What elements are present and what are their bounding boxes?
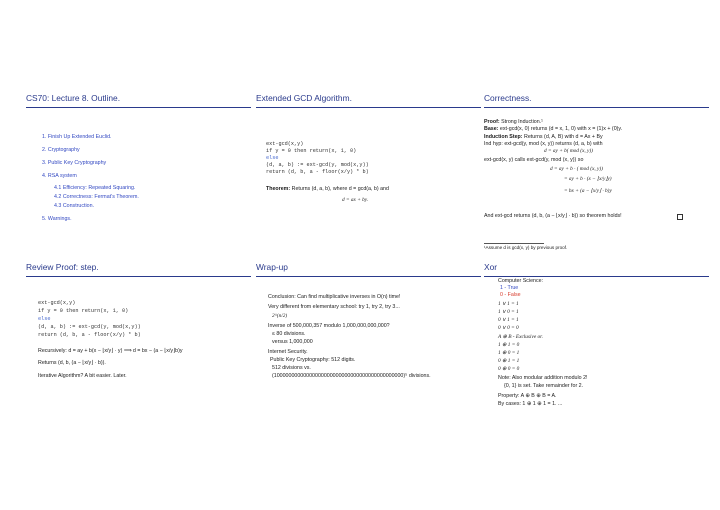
slide-outline [26, 93, 251, 253]
code-line: (d, a, b) := ext-gcd(y, mod(x,y)) [266, 162, 369, 168]
theorem: Theorem: Returns (d, a, b), where d = gcd(a, b) and [266, 186, 389, 192]
base-line: Base: ext-gcd(x, 0) returns (d = x, 1, 0) with x = (1)x + (0)y. [484, 126, 623, 132]
calls-line: ext-gcd(x, y) calls ext-gcd(y, mod (x, y)) so [484, 157, 584, 163]
outline-subitem: 4.2 Correctness: Fermat’s Theorem. [54, 194, 139, 200]
recursive-line: Recursively: d = ay + b(x − ⌊x/y⌋ · y) ⟹ d = bx − (a − ⌊x/y⌋b)y [38, 348, 183, 354]
outline-item: 2. Cryptography [42, 147, 80, 153]
text-line: 512 divisions vs. [272, 365, 311, 371]
title-rule [256, 107, 481, 108]
outline-item: 3. Public Key Cryptography [42, 160, 107, 166]
or-row: 0 ∨ 0 = 0 [498, 325, 519, 331]
code-line: if y = 0 then return(x, 1, 0) [38, 308, 129, 314]
text-line: Internet Security. [268, 349, 308, 355]
note-line: {0, 1} is set. Take remainder for 2. [504, 383, 584, 389]
hypothesis-line: Ind hyp: ext-gcd(y, mod (x, y)) returns (d, a, b) with [484, 141, 603, 147]
text-line: Inverse of 500,000,357 modulo 1,000,000,000,000? [268, 323, 390, 329]
outline-item: 5. Warnings. [42, 216, 72, 222]
title-rule [484, 107, 709, 108]
title-rule [26, 276, 251, 277]
xor-row: 0 ⊕ 1 = 1 [498, 358, 520, 364]
text-line: Computer Science: [498, 278, 544, 284]
slide-title: Review Proof: step. [26, 262, 99, 272]
text-line: ≤ 80 divisions. [272, 331, 306, 337]
code-line: ext-gcd(x,y) [266, 141, 304, 147]
xor-row: 1 ⊕ 0 = 1 [498, 350, 520, 356]
slide-title: Wrap-up [256, 262, 288, 272]
slide-xor [484, 262, 709, 422]
text-line: 2^(n/2) [272, 313, 288, 319]
equation-3: = bx + (a − ⌊x/y⌋ · b)y [564, 188, 612, 194]
xor-label: A ⊕ B - Exclusive or. [498, 334, 543, 340]
slide-wrap-up [256, 262, 481, 422]
slide-title: Correctness. [484, 93, 532, 103]
outline-subitem: 4.1 Efficiency: Repeated Squaring. [54, 185, 136, 191]
text-line: versus 1,000,000 [272, 339, 313, 345]
code-line: else [38, 316, 51, 322]
title-rule [484, 276, 709, 277]
text-line: Public Key Cryptography: 512 digits. [270, 357, 356, 363]
or-row: 1 ∨ 1 = 1 [498, 301, 519, 307]
true-line: 1 - True [500, 285, 519, 291]
or-row: 0 ∨ 1 = 1 [498, 317, 519, 323]
footnote-rule [484, 243, 544, 244]
code-line: return (d, b, a - floor(x/y) * b) [38, 332, 141, 338]
slide-title: Xor [484, 262, 498, 272]
equation-2: = ay + b · (x − ⌊x/y⌋y) [564, 176, 612, 182]
theorem-equation: d = ax + by. [342, 197, 369, 203]
conclusion-line: And ext-gcd returns (d, b, (a − ⌊x/y⌋ · b)) so theorem holds! [484, 213, 622, 219]
slide-title: CS70: Lecture 8. Outline. [26, 93, 121, 103]
text-line: Very different from elementary school: try 1, try 2, try 3... [268, 304, 400, 310]
code-line: ext-gcd(x,y) [38, 300, 76, 306]
title-rule [26, 107, 251, 108]
slide-title: Extended GCD Algorithm. [256, 93, 352, 103]
code-line: else [266, 155, 279, 161]
title-rule [256, 276, 481, 277]
note-line: Note: Also modular addition modulo 2! [498, 375, 588, 381]
xor-row: 0 ⊕ 0 = 0 [498, 366, 520, 372]
text-line: (10000000000000000000000000000000000000000000)⁵ divisions. [272, 373, 431, 379]
outline-subitem: 4.3 Construction. [54, 203, 95, 209]
false-line: 0 - False [500, 292, 521, 298]
iterative-line: Iterative Algorithm? A bit easier. Later. [38, 373, 127, 379]
text-line: Conclusion: Can find multiplicative inverses in O(n) time! [268, 294, 401, 300]
qed-icon [677, 214, 683, 220]
code-line: return (d, b, a - floor(x/y) * b) [266, 169, 369, 175]
or-row: 1 ∨ 0 = 1 [498, 309, 519, 315]
slide-review-proof [26, 262, 251, 422]
slide-correctness [484, 93, 709, 253]
outline-item: 4. RSA system [42, 173, 77, 179]
property-line: Property: A ⊕ B ⊕ B = A. [498, 393, 557, 399]
equation-1: d = ay + b · ( mod (x, y)) [550, 166, 603, 172]
xor-row: 1 ⊕ 1 = 0 [498, 342, 520, 348]
code-line: (d, a, b) := ext-gcd(y, mod(x,y)) [38, 324, 141, 330]
outline-item: 1. Finish Up Extended Euclid. [42, 134, 112, 140]
slide-extended-gcd [256, 93, 481, 253]
cases-line: By cases: 1 ⊕ 1 ⊕ 1 = 1. ... [498, 401, 563, 407]
step-line: Induction Step: Returns (d, A, B) with d = Ax + By [484, 134, 603, 140]
footnote: ¹Assume d is gcd(x, y) by previous proof. [484, 245, 568, 250]
proof-line: Proof: Strong Induction.¹ [484, 119, 543, 125]
returns-line: Returns (d, b, (a − ⌊x/y⌋ · b)). [38, 360, 106, 366]
code-line: if y = 0 then return(x, 1, 0) [266, 148, 357, 154]
hypothesis-equation: d = ay + b( mod (x, y)) [544, 148, 593, 154]
